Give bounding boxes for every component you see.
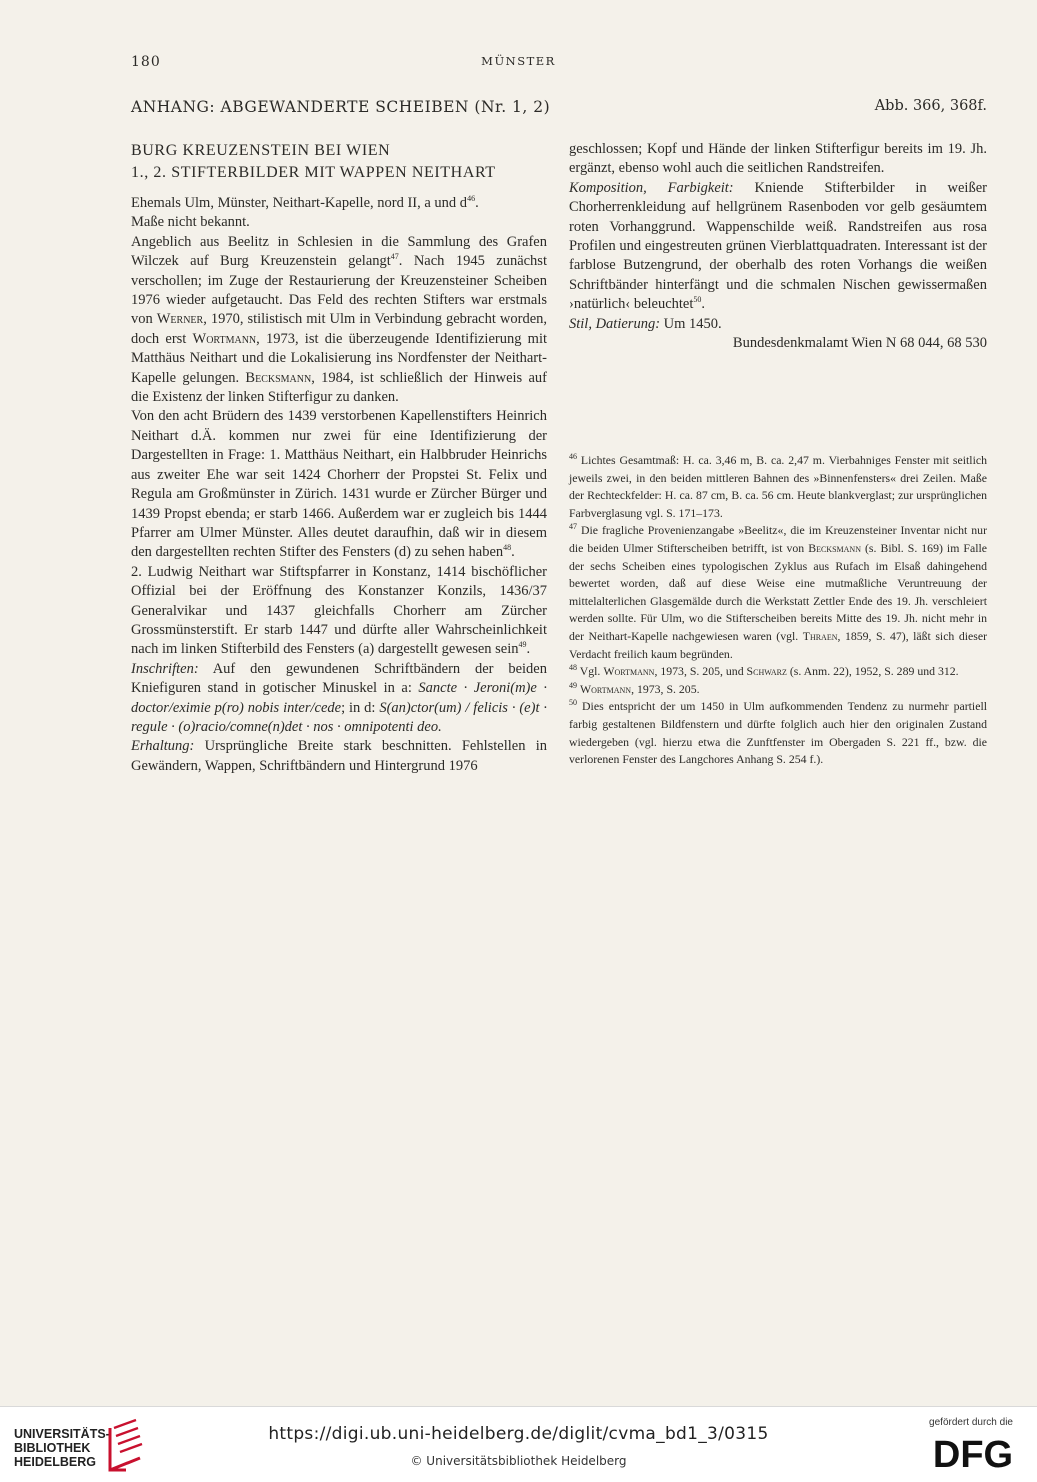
funding-note: gefördert durch die bbox=[929, 1417, 1013, 1428]
paragraph-condition: Erhaltung: Ursprüngliche Breite stark beschnitten. Fehlstellen in Gewändern, Wappen, Schriftbändern und Hintergrund 1976 bbox=[131, 738, 547, 774]
heading-object: 1., 2. STIFTERBILDER MIT WAPPEN NEITHART bbox=[131, 164, 496, 181]
page-number: 180 bbox=[131, 54, 161, 70]
heading-location: BURG KREUZENSTEIN BEI WIEN bbox=[131, 142, 391, 159]
permalink-url[interactable]: https://digi.ub.uni-heidelberg.de/diglit/cvma_bd1_3/0315 bbox=[268, 1424, 769, 1444]
show-through-left bbox=[131, 860, 547, 1100]
paragraph-dimensions: Maße nicht bekannt. bbox=[131, 214, 250, 231]
paragraph-inscriptions: Inschriften: Auf den gewundenen Schriftbändern der beiden Kniefiguren stand in gotischer Minuskel in a: Sancte · Jeroni(m)e · doctor/eximie p(ro) nobis inter/cede; in d: S(an)ctor(um) / felicis · (e)t · regule · (o)racio/comne(n)det · nos · omnipotenti deo. bbox=[131, 660, 547, 735]
running-head: MÜNSTER bbox=[481, 54, 556, 68]
paragraph-brothers: Von den acht Brüdern des 1439 verstorbenen Kapellenstifters Heinrich Neithart d.Ä. kommen nur zwei für eine Identifizierung der Dargestellten in Frage: 1. Matthäus Neithart, ein Halbbruder Heinrichs aus zweiter Ehe war seit 1424 Chorherr der Propstei St. Felix und Regula am Großmünster in Zürich. 1431 wurde er Zürcher Bürger und 1439 Propst ebenda; er starb 1466. Außerdem war er zugleich bis 1444 Pfarrer am Ulmer Münster. Alles deutet daraufhin, daß wir in diesem den dargestellten rechten Stifter des Fensters (d) zu sehen haben$^{48}$. bbox=[131, 408, 547, 561]
paragraph-condition-cont: geschlossen; Kopf und Hände der linken Stifterfigur bereits im 19. Jh. ergänzt, ebenso wohl auch die seitlichen Randstreifen. bbox=[569, 141, 987, 177]
footnotes bbox=[569, 452, 987, 769]
footnote-47: $^{47}$ Die fragliche Provenienzangabe »Beelitz«, die im Kreuzensteiner Inventar nicht nur die beiden Ulmer Stifterscheiben betrifft, ist von Becksmann (s. Bibl. S. 169) im Falle der sechs Scheiben eines typologischen Zyklus aus Rufach im Elsaß dahingehend bewertet worden, daß auf diese Weise eine mutmaßliche Veruntreuung der mittelalterlichen Glasgemälde durch die Werkstatt Zettler Ende des 19. Jh. verschleiert werden sollte. Für Ulm, wo die Stifterscheiben bereits Mitte des 19. Jh. nicht mehr in der Neithart-Kapelle nachgewiesen waren (vgl. Thraen, 1859, S. 47), läßt sich dieser Verdacht freilich kaum begründen. bbox=[569, 522, 987, 661]
right-column bbox=[569, 140, 987, 353]
footnote-50: $^{50}$ Dies entspricht der um 1450 in Ulm aufkommenden Tendenz zu nurmehr partiell farbig gestaltenen Bildfenstern und dürfte folglich auch hier den originalen Zustand wiedergeben (vgl. hierzu etwa die Zunftfenster im Obergaden S. 221 ff., bzw. die verlorenen Fenster des Langchores Anhang S. 254 f.). bbox=[569, 698, 987, 767]
figure-reference: Abb. 366, 368f. bbox=[874, 98, 987, 114]
copyright-notice: © Universitätsbibliothek Heidelberg bbox=[410, 1454, 627, 1468]
left-column bbox=[131, 140, 547, 776]
photo-credit: Bundesdenkmalamt Wien N 68 044, 68 530 bbox=[732, 335, 987, 352]
footnote-49: $^{49}$ Wortmann, 1973, S. 205. bbox=[569, 680, 700, 696]
library-name[interactable]: UNIVERSITÄTS- BIBLIOTHEK HEIDELBERG bbox=[14, 1427, 110, 1469]
paragraph-composition: Komposition, Farbigkeit: Kniende Stifterbilder in weißer Chorherrenkleidung auf hellgrünem Rasenboden vor gelb gesäumtem roten Vorhanggrund. Wappenschilde weiß. Randstreifen aus rosa Profilen und eingestreuten grünen Vierblattquadraten. Interessant ist der farblose Butzengrund, der oberhalb des roten Vorhangs die weißen Schriftbänder hinterfängt und die schmalen Nischen gewissermaßen ›natürlich‹ beleuchtet$^{50}$. bbox=[569, 179, 987, 313]
section-title: ANHANG: ABGEWANDERTE SCHEIBEN (Nr. 1, 2) bbox=[131, 98, 551, 116]
viewer-footer bbox=[0, 1406, 1037, 1482]
paragraph-provenance: Ehemals Ulm, Münster, Neithart-Kapelle, nord II, a und $d^{46}$. bbox=[131, 194, 479, 211]
paragraph-ludwig: 2. Ludwig Neithart war Stiftspfarrer in Konstanz, 1414 bischöflicher Offizial bei der Eröffnung des Konstanzer Konzils, 1436/37 Generalvikar und 1437 gleichfalls Chorherr am Zürcher Grossmünsterstift. Er starb 1447 und dürfte aller Wahrscheinlichkeit nach im linken Stifterbild des Fensters (a) dargestellt gewesen sein$^{49}$. bbox=[131, 563, 547, 658]
footnote-48: $^{48}$ Vgl. Wortmann, 1973, S. 205, und Schwarz (s. Anm. 22), 1952, S. 289 und 312. bbox=[569, 663, 959, 679]
svg-text:DFG: DFG bbox=[932, 1434, 1014, 1473]
paragraph-style-date: Stil, Datierung: Um 1450. bbox=[569, 315, 722, 332]
paragraph-history: Angeblich aus Beelitz in Schlesien in die Sammlung des Grafen Wilczek auf Burg Kreuzenstein gelangt$^{47}$. Nach 1945 zunächst verschollen; im Zuge der Restaurierung der Kreuzensteiner Scheiben 1976 wieder aufgetaucht. Das Feld des rechten Stifters war erstmals von Werner, 1970, stilistisch mit Ulm in Verbindung gebracht worden, doch erst Wortmann, 1973, ist die überzeugende Identifizierung mit Matthäus Neithart und die Lokalisierung ins Nordfenster der Neithart-Kapelle gelungen. Becksmann, 1984, ist schließlich der Hinweis auf die Existenz der linken Stifterfigur zu danken. bbox=[131, 233, 547, 406]
dfg-logo-icon[interactable] bbox=[923, 1431, 1023, 1473]
footnote-46: $^{46}$ Lichtes Gesamtmaß: H. ca. 3,46 m, B. ca. 2,47 m. Vierbahniges Fenster mit seitlich jeweils zwei, in den beiden mittleren Bahnen des »Binnenfensters« drei Zeilen. Maße der Rechteckfelder: H. ca. 87 cm, B. ca. 56 cm. Heute blankverglast; zur ursprünglichen Farbverglasung vgl. S. 171–173. bbox=[569, 452, 987, 520]
